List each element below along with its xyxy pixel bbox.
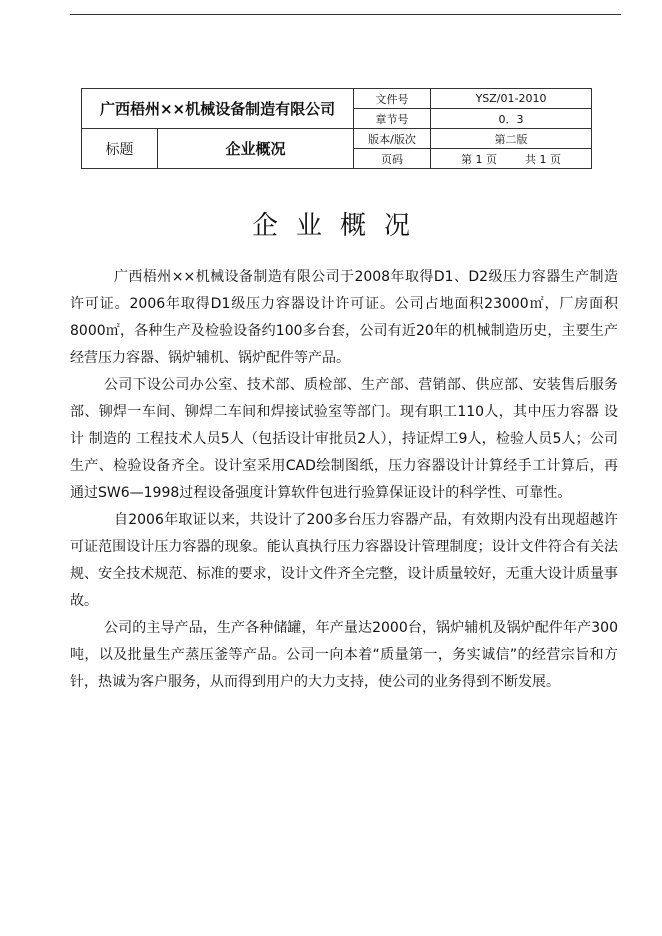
file-no-label: 文件号: [354, 89, 431, 109]
paragraph-1: 广西梧州××机械设备制造有限公司于2008年取得D1、D2级压力容器生产制造许可证。2006年取得D1级压力容器设计许可证。公司占地面积23000㎡，厂房面积8000㎡，各种生产及检验设备约100多台套，公司有近20年的机械制造历史，主要生产经营压力容器、锅炉辅机、锅炉配件等产品。: [70, 269, 618, 366]
company-name: 广西梧州××机械设备制造有限公司: [82, 89, 354, 129]
page-total: 共 1 页: [525, 152, 562, 166]
document-title: 企业概况: [251, 211, 428, 241]
title-value: 企业概况: [158, 129, 354, 169]
version-value: 第二版: [431, 129, 592, 149]
page-label: 页码: [354, 149, 431, 169]
file-no-value: YSZ/01-2010: [431, 89, 592, 109]
page-value: [431, 149, 592, 169]
title-label: 标题: [82, 129, 158, 169]
top-rule: [70, 14, 621, 15]
paragraph-4: 公司的主导产品，生产各种储罐，年产量达2000台，锅炉辅机及锅炉配件年产300吨，以及批量生产蒸压釜等产品。公司一向本着“质量第一，务实诚信”的经营宗旨和方针，热诚为客户服务，从而得到用户的大力支持，使公司的业务得到不断发展。: [70, 620, 618, 690]
document-body: [70, 264, 618, 696]
page-number: 第 1 页: [461, 152, 498, 166]
chapter-no-label: 章节号: [354, 109, 431, 129]
chapter-no-value: 0．3: [431, 109, 592, 129]
document-header-table: [81, 88, 592, 169]
paragraph-3: 自2006年取证以来，共设计了200多台压力容器产品，有效期内没有出现超越许可证范围设计压力容器的现象。能认真执行压力容器设计管理制度；设计文件符合有关法规、安全技术规范、标准的要求，设计文件齐全完整，设计质量较好，无重大设计质量事故。: [70, 512, 618, 609]
version-label: 版本/版次: [354, 129, 431, 149]
paragraph-2: 公司下设公司办公室、技术部、质检部、生产部、营销部、供应部、安装售后服务部、铆焊一车间、铆焊二车间和焊接试验室等部门。现有职工110人，其中压力容器 设计 制造的 工程技术人员5人（包括设计审批员2人），持证焊工9人，检验人员5人；公司生产、检验设备齐全。设计室采用CAD绘制图纸，压力容器设计计算经手工计算后，再通过SW6—1998过程设备强度计算软件包进行验算保证设计的科学性、可靠性。: [70, 377, 618, 501]
